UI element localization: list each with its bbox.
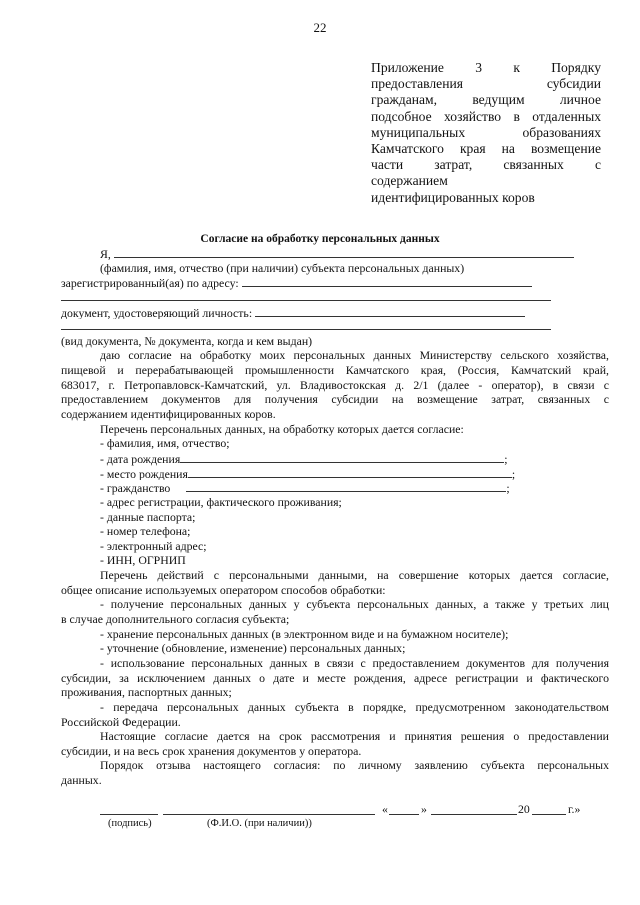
consent-text: пищевой и перерабатывающей промышленности Камчатского края, (Россия, Камчатский край, xyxy=(61,363,609,378)
action-item: - хранение персональных данных (в электронном виде и на бумажном носителе); xyxy=(100,626,509,641)
action-item: - получение персональных данных у субъекта персональных данных, а также у третьих лиц xyxy=(100,597,609,612)
action-item: в случае дополнительного согласия субъекта; xyxy=(61,612,290,627)
data-item: - адрес регистрации, фактического проживания; xyxy=(100,494,342,509)
data-item: - номер телефона; xyxy=(100,524,191,539)
address-field[interactable] xyxy=(242,275,532,287)
action-item: Российской Федерации. xyxy=(61,714,181,729)
action-item: - передача персональных данных субъекта в порядке, предусмотренном законодательством xyxy=(100,699,609,714)
data-item-label: - дата рождения xyxy=(100,451,181,466)
page-number: 22 xyxy=(313,20,327,35)
term-text: Настоящие согласие дается на срок рассмотрения и принятия решения о предоставлении xyxy=(100,729,609,744)
appendix-header xyxy=(371,60,601,206)
appendix-line: Приложение 3 к Порядку xyxy=(371,60,601,75)
quote-open: « xyxy=(382,802,388,816)
data-item-birth-place xyxy=(61,466,609,481)
name-caption: (Ф.И.О. (при наличии)) xyxy=(207,818,312,829)
year-field[interactable] xyxy=(532,802,566,815)
name-field[interactable] xyxy=(163,802,375,815)
semicolon: ; xyxy=(511,466,516,481)
signature-field[interactable] xyxy=(100,802,158,815)
appendix-line: предоставления субсидии xyxy=(371,76,601,92)
doc-caption: (вид документа, № документа, когда и кем выдан) xyxy=(61,333,313,348)
year-suffix: г.» xyxy=(568,802,581,816)
document-body xyxy=(61,246,609,788)
action-item: - использование персональных данных в связи с предоставлением документов для получения xyxy=(100,655,609,670)
fio-field[interactable] xyxy=(114,246,574,258)
quote-close: » xyxy=(421,802,427,816)
appendix-line: муниципальных образованиях xyxy=(371,124,601,140)
revocation-text: Порядок отзыва настоящего согласия: по личному заявлению субъекта персональных xyxy=(100,758,609,773)
semicolon: ; xyxy=(506,481,510,495)
semicolon: ; xyxy=(504,451,508,466)
action-item: субсидии, за исключением данных о дате и месте рождения, адресе регистрации и фактического xyxy=(61,670,609,685)
document-field[interactable] xyxy=(255,305,525,317)
registered-label: зарегистрированный(ая) по адресу: xyxy=(61,276,239,290)
consent-text: содержанием идентифицированных коров. xyxy=(61,407,276,422)
address-field-line2[interactable] xyxy=(61,290,609,305)
appendix-line: идентифицированных коров xyxy=(371,189,535,205)
citizenship-field[interactable] xyxy=(186,480,506,492)
actions-intro: общее описание используемых оператором способов обработки: xyxy=(61,582,386,597)
term-text: субсидии, и на весь срок хранения документов у оператора. xyxy=(61,743,362,758)
birth-place-field[interactable] xyxy=(188,466,512,478)
name-row xyxy=(61,246,609,261)
appendix-line: подсобное хозяйство в отдаленных xyxy=(371,108,601,124)
appendix-line: части затрат, связанных с xyxy=(371,157,601,173)
signature-row xyxy=(0,802,640,818)
data-item-birth-date xyxy=(61,451,609,466)
action-item: - уточнение (обновление, изменение) персональных данных; xyxy=(100,641,406,656)
address-row xyxy=(61,275,609,290)
ya-label: Я, xyxy=(100,247,111,261)
document-row xyxy=(61,305,609,320)
document-title: Согласие на обработку персональных данных xyxy=(200,233,440,245)
appendix-line: Камчатского края на возмещение xyxy=(371,140,601,156)
appendix-line: содержанием xyxy=(371,173,448,189)
actions-intro: Перечень действий с персональными данными, на совершение которых дается согласие, xyxy=(100,568,609,583)
signature-caption: (подпись) xyxy=(108,818,152,829)
consent-text: предоставлением документов для получения субсидии на возмещение затрат, связанных с xyxy=(61,392,609,407)
data-item: - ИНН, ОГРНИП xyxy=(100,553,186,568)
document-label: документ, удостоверяющий личность: xyxy=(61,305,253,320)
month-field[interactable] xyxy=(431,802,517,815)
data-item: - электронный адрес; xyxy=(100,538,207,553)
data-list-title: Перечень персональных данных, на обработку которых дается согласие: xyxy=(100,421,464,436)
birth-date-field[interactable] xyxy=(180,451,504,463)
appendix-line: гражданам, ведущим личное xyxy=(371,92,601,108)
day-field[interactable] xyxy=(389,802,419,815)
data-item: - данные паспорта; xyxy=(100,509,196,524)
data-item-label: - место рождения xyxy=(100,466,188,481)
year-prefix: 20 xyxy=(518,802,530,816)
fio-caption: (фамилия, имя, отчество (при наличии) субъекта персональных данных) xyxy=(100,260,465,275)
consent-text: 683017, г. Петропавловск-Камчатский, ул. Владивостокская д. 2/1 (далее - оператор), в связи с xyxy=(61,377,609,392)
consent-text: даю согласие на обработку моих персональных данных Министерству сельского хозяйства, xyxy=(100,348,609,363)
document-field-line2[interactable] xyxy=(61,319,609,334)
action-item: проживания, паспортных данных; xyxy=(61,685,232,700)
revocation-text: данных. xyxy=(61,773,102,788)
data-item: - фамилия, имя, отчество; xyxy=(100,436,230,451)
data-item-label: - гражданство xyxy=(100,481,171,495)
data-item-citizenship xyxy=(61,480,609,495)
